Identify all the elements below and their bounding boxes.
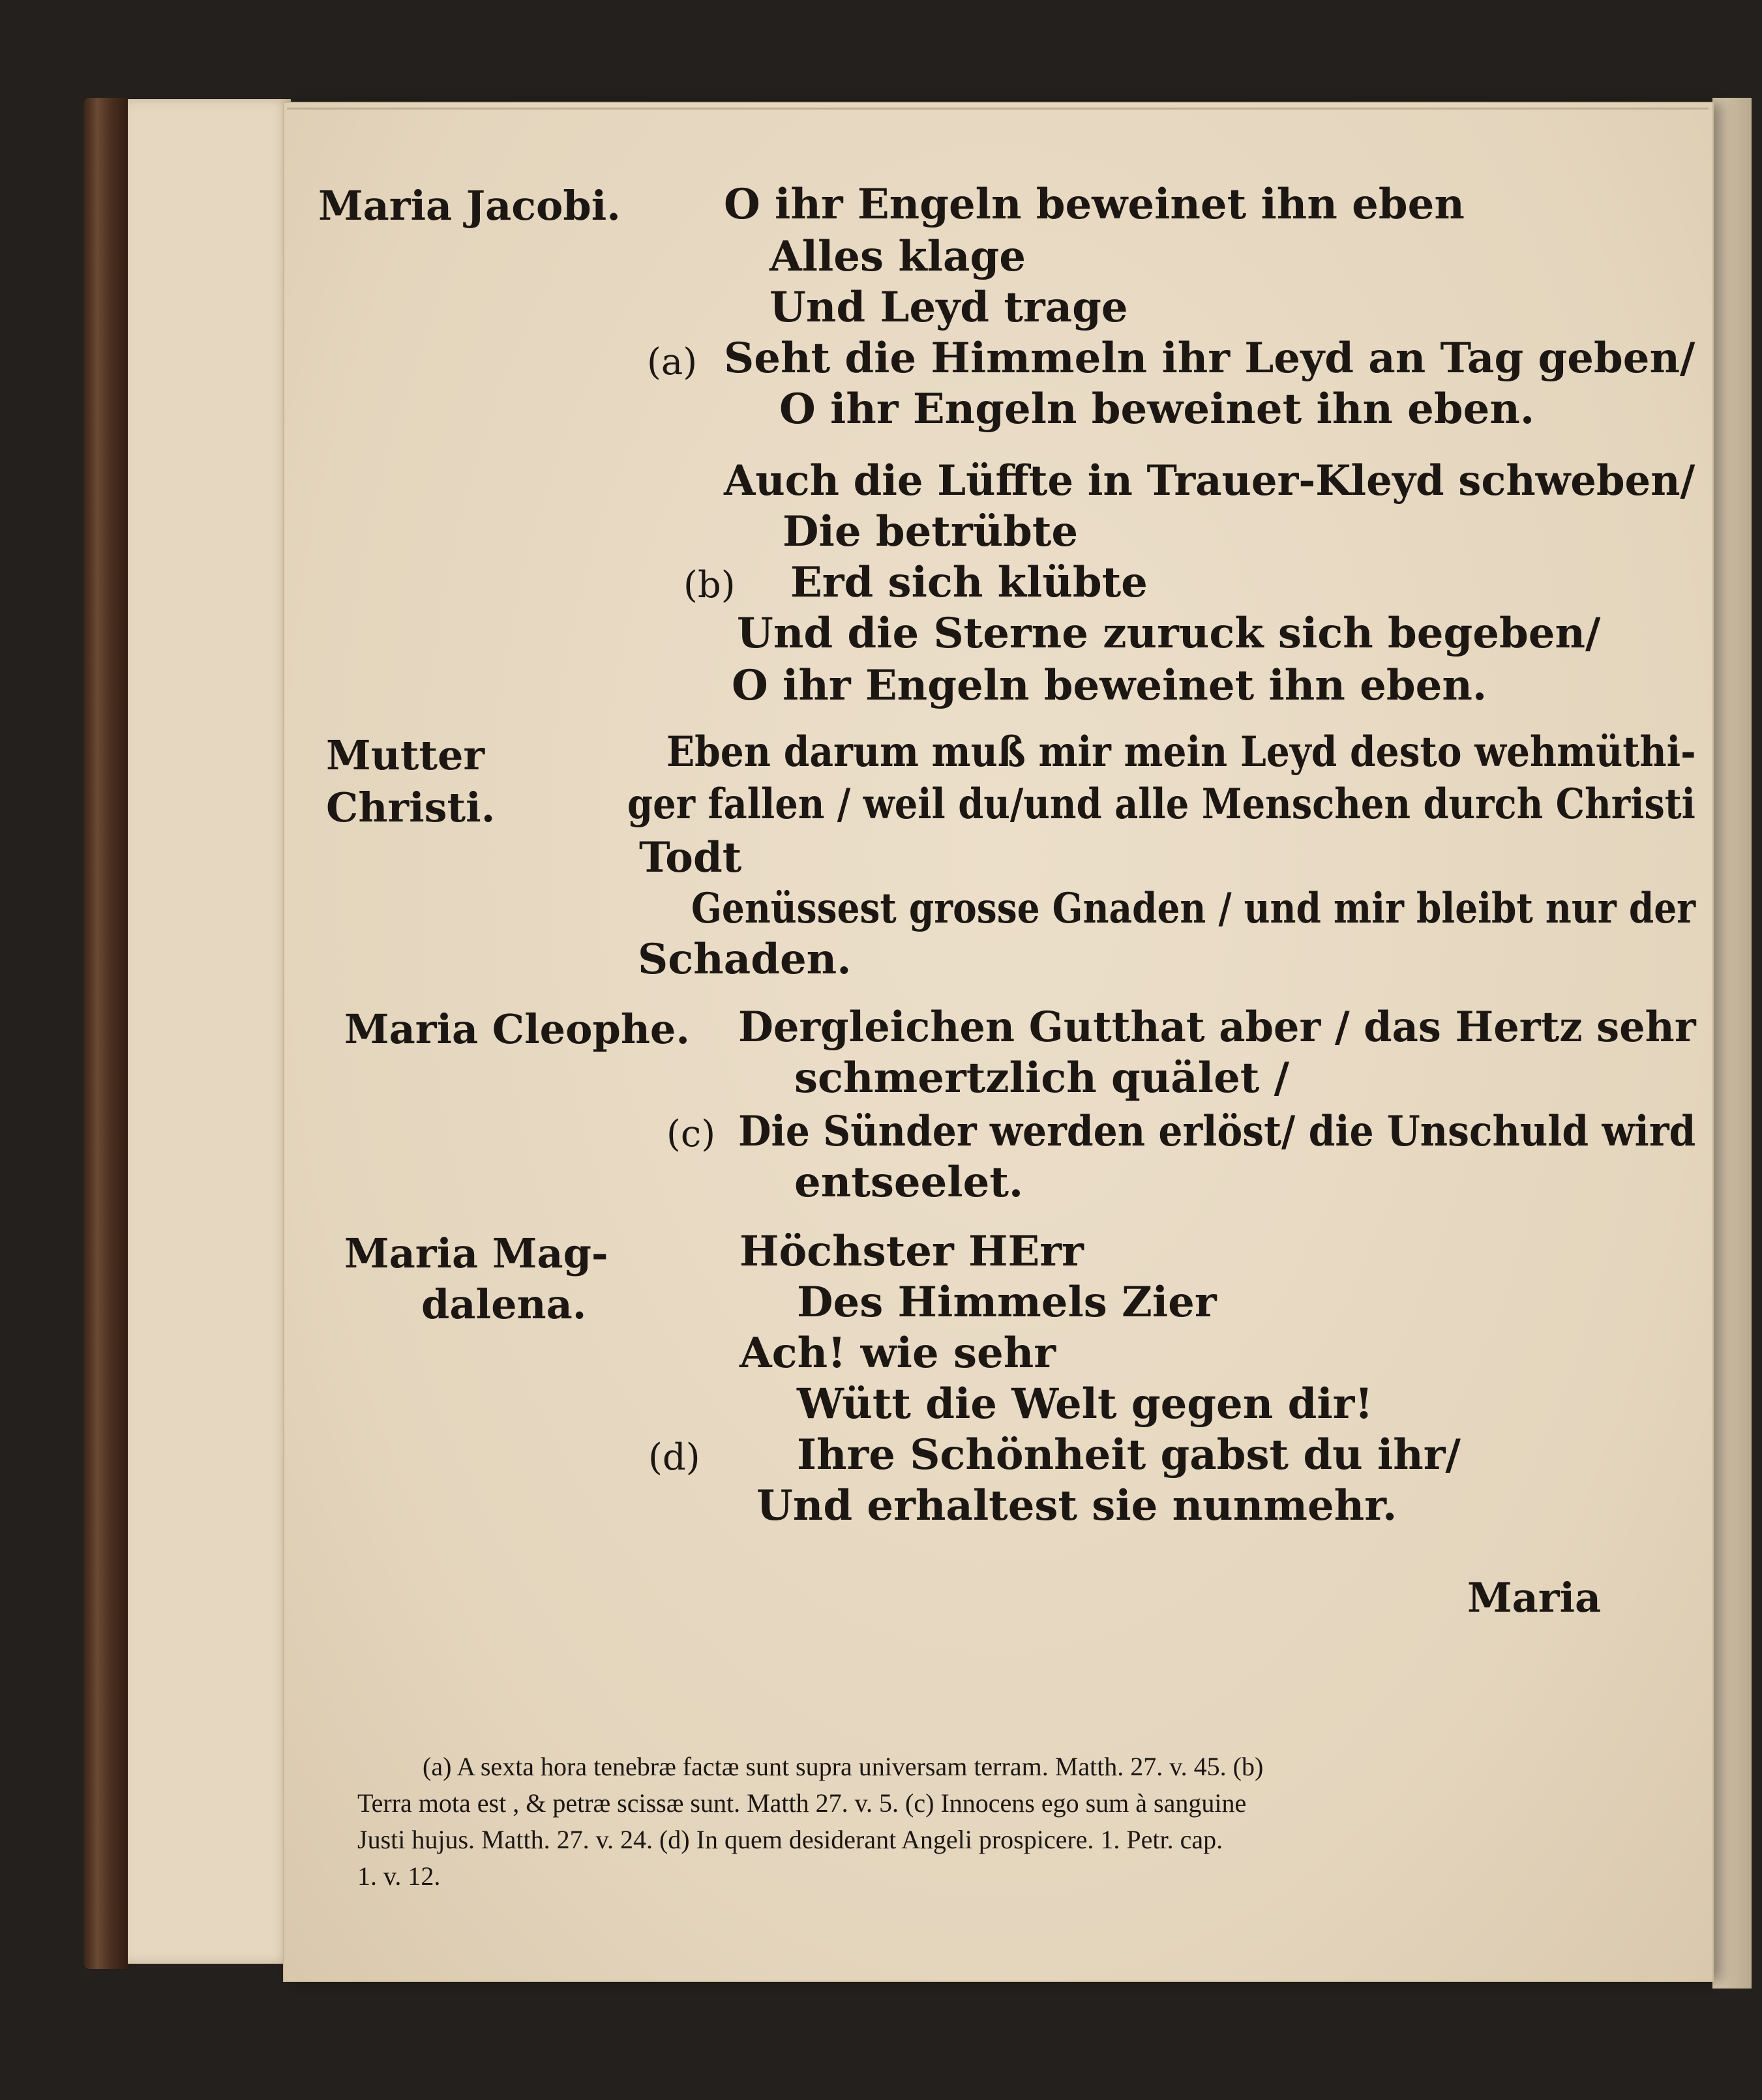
verse-line: Erd sich klübte	[790, 558, 1148, 607]
verse-line: Wütt die Welt gegen dir!	[797, 1380, 1373, 1428]
prose-line: Genüssest grosse Gnaden / und mir bleibt nur der	[691, 884, 1696, 933]
footnote-marker: (c)	[666, 1113, 716, 1155]
footnote-line: Justi hujus. Matth. 27. v. 24. (d) In quem desiderant Angeli prospicere. 1. Petr. cap.	[357, 1825, 1223, 1854]
speaker-label: Mutter	[326, 732, 485, 779]
prose-line: Schaden.	[638, 935, 852, 984]
footnote-line: (a) A sexta hora tenebræ factæ sunt supra universam terram. Matth. 27. v. 45. (b)	[423, 1752, 1264, 1781]
verse-line: entseelet.	[794, 1158, 1024, 1207]
verse-line: Und die Sterne zuruck sich begeben/	[737, 609, 1601, 658]
verse-line: O ihr Engeln beweinet ihn eben	[724, 180, 1465, 229]
verse-line: Ach! wie sehr	[739, 1329, 1056, 1378]
footnote-marker: (b)	[683, 564, 736, 606]
verse-line: Alles klage	[769, 232, 1026, 281]
prose-line: Eben darum muß mir mein Leyd desto wehmüthi-	[666, 728, 1696, 776]
footnote-line: Terra mota est , & petræ scissæ sunt. Matth 27. v. 5. (c) Innocens ego sum à sanguine	[357, 1788, 1247, 1818]
speaker-label: Christi.	[326, 784, 496, 831]
page-top-edge	[287, 108, 1709, 110]
page-edge	[1712, 98, 1752, 1989]
footnote-marker: (d)	[648, 1436, 700, 1479]
verse-line: Die betrübte	[783, 507, 1079, 556]
verse-line: Und Leyd trage	[769, 283, 1128, 332]
verse-line: Seht die Himmeln ihr Leyd an Tag geben/	[724, 334, 1695, 383]
speaker-label: Maria Cleophe.	[344, 1005, 690, 1053]
speaker-label: Maria Jacobi.	[318, 182, 621, 229]
catchword: Maria	[1467, 1574, 1602, 1621]
verse-line: Ihre Schönheit gabst du ihr/	[797, 1430, 1461, 1479]
verse-line: Des Himmels Zier	[797, 1278, 1217, 1327]
verse-line: O ihr Engeln beweinet ihn eben.	[732, 661, 1487, 710]
verse-line: schmertzlich quälet /	[794, 1054, 1289, 1102]
footnote-line: 1. v. 12.	[357, 1861, 441, 1891]
flyleaf	[128, 99, 291, 1964]
speaker-label: Maria Mag-	[344, 1230, 608, 1277]
verse-line: Die Sünder werden erlöst/ die Unschuld wird	[738, 1107, 1696, 1156]
book-spine	[83, 98, 130, 1969]
verse-line: Dergleichen Gutthat aber / das Hertz sehr	[738, 1003, 1696, 1052]
verse-line: Auch die Lüffte in Trauer-Kleyd schweben/	[724, 456, 1695, 505]
prose-line: ger fallen / weil du/und alle Menschen durch Christi	[627, 780, 1695, 829]
prose-line: Todt	[639, 833, 742, 882]
verse-line: Und erhaltest sie nunmehr.	[756, 1481, 1397, 1530]
verse-line: O ihr Engeln beweinet ihn eben.	[779, 385, 1535, 434]
footnote-marker: (a)	[647, 341, 698, 383]
verse-line: Höchster HErr	[739, 1227, 1084, 1276]
speaker-label: dalena.	[421, 1280, 587, 1328]
